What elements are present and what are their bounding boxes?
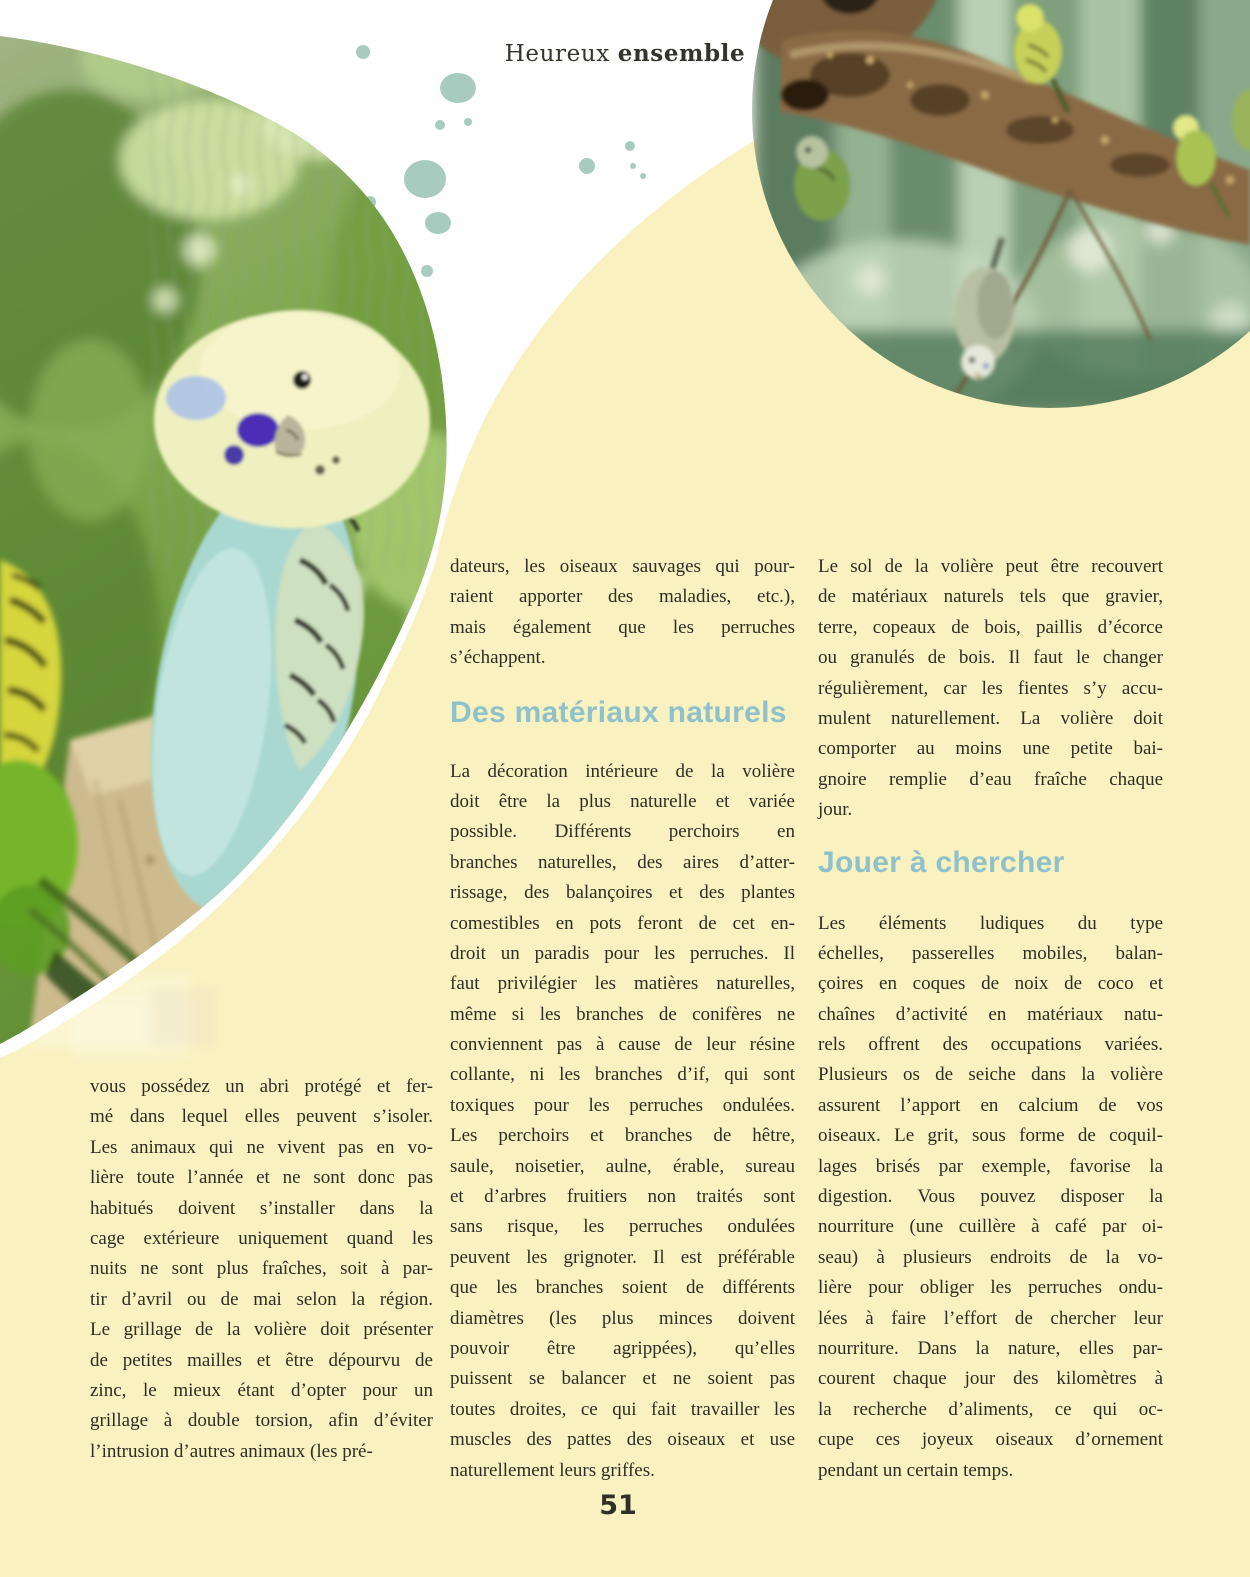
text-line: pendant un certain temps. [818,1459,1014,1481]
text-line: chaînes d’activité en matériaux natu- [818,1003,1163,1025]
text-line: régulièrement, car les fientes s’y accu- [818,677,1163,699]
text-line: ou granulés de bois. Il faut le changer [818,647,1163,669]
text-line: lière pour obliger les perruches ondu- [818,1277,1163,1299]
text-line: lées à faire l’effort de chercher leur [818,1307,1163,1329]
text-line: la recherche d’aliments, ce qui oc- [818,1398,1163,1420]
paragraph [90,1072,433,1467]
text-line: cage extérieure uniquement quand les [90,1227,433,1249]
text-line: zinc, le mieux étant d’opter pour un [90,1379,433,1401]
text-line: gnoire remplie d’eau fraîche chaque [818,768,1163,790]
text-line: Les perchoirs et branches de hêtre, [450,1125,795,1147]
paragraph [818,552,1163,826]
text-line: terre, copeaux de bois, paillis d’écorce [818,616,1163,638]
text-line: s’échappent. [450,647,546,669]
text-line: toutes droites, ce qui fait travailler les [450,1398,795,1420]
section-heading-materials: Des matériaux naturels [450,695,787,729]
text-line: seau) à plusieurs endroits de la vo- [818,1246,1163,1268]
text-line: jour. [818,799,853,821]
running-header [0,40,1250,67]
text-line: saule, noisetier, aulne, érable, sureau [450,1155,795,1177]
text-line: peuvent les grignoter. Il est préférable [450,1246,795,1268]
page-number: 51 [599,1490,637,1521]
text-line: comestibles en pots feront de cet en- [450,912,795,934]
paragraph [818,909,1163,1486]
text-line: nuits ne sont plus fraîches, soit à par- [90,1258,433,1280]
text-line: de petites mailles et être dépourvu de [90,1349,433,1371]
text-line: nourriture. Dans la nature, elles par- [818,1337,1163,1359]
text-line: Les éléments ludiques du type [818,912,1163,934]
text-line: courent chaque jour des kilomètres à [818,1368,1163,1390]
left-photo-budgies [0,0,460,1060]
text-line: possible. Différents perchoirs en [450,821,795,843]
text-line: branches naturelles, des aires d’atter- [450,851,795,873]
text-line: Le grillage de la volière doit présenter [90,1319,433,1341]
text-line: collante, ni les branches d’if, qui sont [450,1064,795,1086]
section-heading-play: Jouer à chercher [818,845,1065,879]
text-line: lière toute l’année et ne sont donc pas [90,1167,433,1189]
text-line: pouvoir être agrippées), qu’elles [450,1337,795,1359]
text-line: grillage à double torsion, afin d’éviter [90,1410,433,1432]
text-line: même si les branches de conifères ne [450,1003,795,1025]
text-line: Plusieurs os de seiche dans la volière [818,1064,1163,1086]
text-line: que les branches soient de différents [450,1277,795,1299]
text-line: droit un paradis pour les perruches. Il [450,942,795,964]
text-line: çoires en coques de noix de coco et [818,973,1163,995]
text-line: oiseaux. Le grit, sous forme de coquil- [818,1125,1163,1147]
text-line: muscles des pattes des oiseaux et use [450,1429,795,1451]
text-line: doit être la plus naturelle et variée [450,790,795,812]
text-line: lages brisés par exemple, favorise la [818,1155,1163,1177]
text-line: cupe ces joyeux oiseaux d’ornement [818,1429,1163,1451]
text-line: et d’arbres fruitiers non traités sont [450,1186,795,1208]
header-bold: ensemble [617,40,746,67]
text-line: comporter au moins une petite bai- [818,738,1163,760]
text-line: assurent l’apport en calcium de vos [818,1094,1163,1116]
text-line: dateurs, les oiseaux sauvages qui pour- [450,556,795,577]
header-regular: Heureux [504,41,618,67]
text-line: échelles, passerelles mobiles, balan- [818,942,1163,964]
text-line: toxiques pour les perruches ondulées. [450,1094,795,1116]
text-line: Les animaux qui ne vivent pas en vo- [90,1136,433,1158]
text-line: faut privilégier les matières naturelles, [450,973,795,995]
text-line: conviennent pas à cause de leur résine [450,1034,795,1056]
text-line: mais également que les perruches [450,616,795,638]
text-line: sans risque, les perruches ondulées [450,1216,795,1238]
text-line: raient apporter des maladies, etc.), [450,586,795,608]
column-right [818,552,1163,1486]
text-line: nourriture (une cuillère à café par oi- [818,1216,1163,1238]
text-line: diamètres (les plus minces doivent [450,1307,795,1329]
text-line: mé dans lequel elles peuvent s’isoler. [90,1106,433,1128]
paragraph [450,757,795,1486]
paragraph [450,552,795,674]
text-line: puissent se balancer et ne soient pas [450,1368,795,1390]
text-line: mulent naturellement. La volière doit [818,707,1163,729]
column-left [90,1072,433,1467]
text-line: rissage, des balançoires et des plantes [450,882,795,904]
text-line: digestion. Vous pouvez disposer la [818,1186,1163,1208]
text-line: rels offrent des occupations variées. [818,1034,1163,1056]
text-line: naturellement leurs griffes. [450,1459,655,1481]
text-line: Le sol de la volière peut être recouvert [818,556,1163,577]
text-line: l’intrusion d’autres animaux (les pré- [90,1440,373,1462]
column-middle [450,552,795,1486]
text-line: habitués doivent s’installer dans la [90,1197,433,1219]
text-line: de matériaux naturels tels que gravier, [818,586,1163,608]
text-line: vous possédez un abri protégé et fer- [90,1076,433,1097]
text-line: La décoration intérieure de la volière [450,760,795,782]
text-line: tir d’avril ou de mai selon la région. [90,1288,433,1310]
